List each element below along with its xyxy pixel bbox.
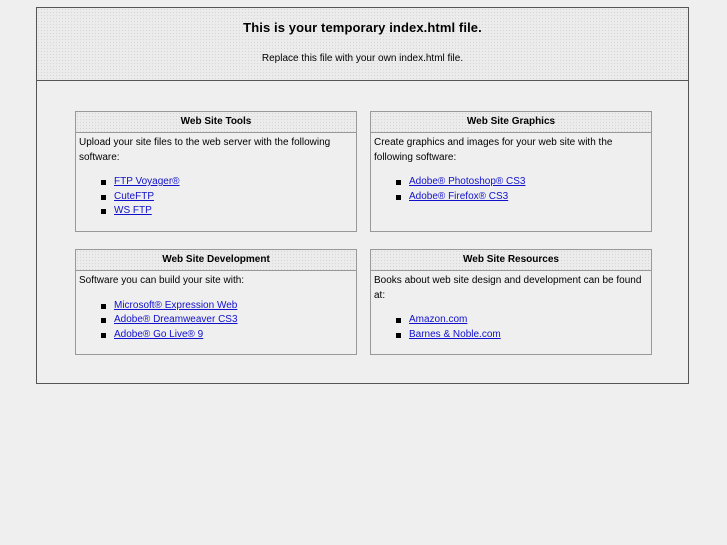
link-ws-ftp[interactable]: WS FTP xyxy=(114,205,152,216)
box-title: Web Site Tools xyxy=(76,112,356,133)
list-item xyxy=(101,313,352,328)
resources-link-list xyxy=(374,313,647,342)
list-item xyxy=(396,328,647,343)
box-body xyxy=(76,133,356,219)
link-amazon[interactable]: Amazon.com xyxy=(409,314,468,325)
list-item xyxy=(101,190,352,205)
link-adobe-go-live[interactable]: Adobe® Go Live® 9 xyxy=(114,328,204,340)
box-description: Upload your site files to the web server with the following software: xyxy=(79,137,331,163)
main-container xyxy=(36,7,689,384)
link-barnes-noble[interactable]: Barnes & Noble.com xyxy=(409,328,501,340)
box-description: Create graphics and images for your web site with the following software: xyxy=(374,137,613,163)
link-ftp-voyager[interactable]: FTP Voyager® xyxy=(114,176,180,187)
bullet-icon xyxy=(101,195,106,200)
box-body xyxy=(371,271,651,342)
link-adobe-firefox[interactable]: Adobe® Firefox® CS3 xyxy=(409,190,509,202)
box-title: Web Site Development xyxy=(76,250,356,271)
list-item xyxy=(396,175,647,190)
box-description: Books about web site design and development can be found at: xyxy=(374,275,642,301)
web-site-graphics-box xyxy=(370,111,652,232)
box-title: Web Site Resources xyxy=(371,250,651,271)
link-adobe-dreamweaver[interactable]: Adobe® Dreamweaver CS3 xyxy=(114,314,238,325)
bullet-icon xyxy=(101,318,106,323)
box-description: Software you can build your site with: xyxy=(79,275,245,286)
graphics-link-list xyxy=(374,175,647,204)
bullet-icon xyxy=(396,195,401,200)
bullet-icon xyxy=(396,333,401,338)
bullet-icon xyxy=(101,304,106,309)
bullet-icon xyxy=(396,318,401,323)
page-subtitle: Replace this file with your own index.html file. xyxy=(261,53,464,64)
development-link-list xyxy=(79,299,352,343)
bullet-icon xyxy=(396,180,401,185)
web-site-resources-box xyxy=(370,249,652,355)
link-adobe-photoshop[interactable]: Adobe® Photoshop® CS3 xyxy=(409,176,526,187)
list-item xyxy=(101,328,352,343)
link-cuteftp[interactable]: CuteFTP xyxy=(114,190,155,202)
page-title: This is your temporary index.html file. xyxy=(243,20,482,35)
list-item xyxy=(396,190,647,205)
web-site-tools-box xyxy=(75,111,357,232)
box-body xyxy=(76,271,356,342)
list-item xyxy=(101,175,352,190)
bullet-icon xyxy=(101,333,106,338)
list-item xyxy=(101,299,352,314)
web-site-development-box xyxy=(75,249,357,355)
tools-link-list xyxy=(79,175,352,219)
link-microsoft-expression-web[interactable]: Microsoft® Expression Web xyxy=(114,299,238,311)
list-item xyxy=(396,313,647,328)
box-title: Web Site Graphics xyxy=(371,112,651,133)
bullet-icon xyxy=(101,209,106,214)
box-body xyxy=(371,133,651,204)
list-item xyxy=(101,204,352,219)
page-header xyxy=(37,8,688,81)
bullet-icon xyxy=(101,180,106,185)
